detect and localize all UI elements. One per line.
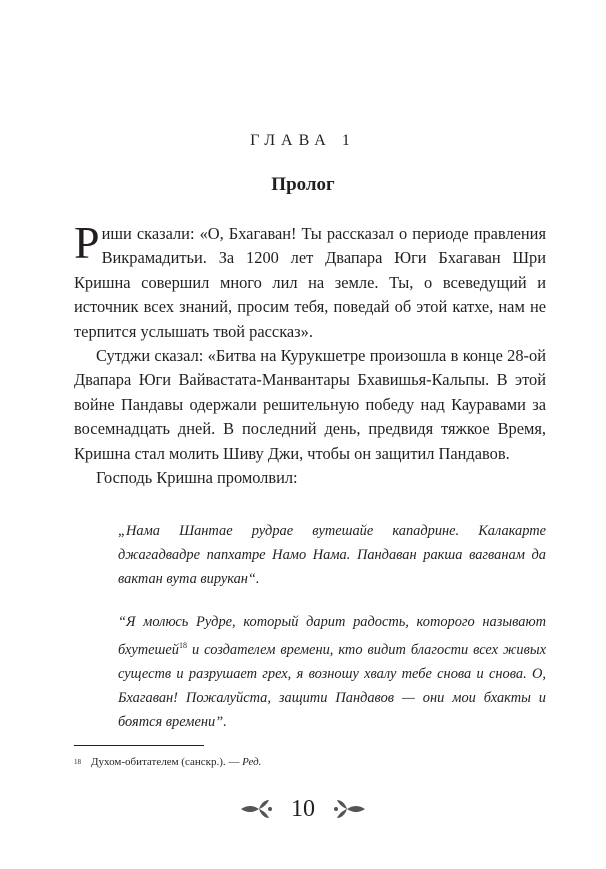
paragraph-3: Господь Кришна промолвил: <box>96 468 298 487</box>
quote-translation-part2: и создателем времени, кто видит благости всех живых существ и разрушает грех, я возношу хвалу тебе снова и снова. О, Бхагаван! Пожалуйста, защити Пандавов — они мои бхакты и боятся времени”. <box>118 641 546 730</box>
footnote-text: Духом-обитателем (санскр.). — <box>91 756 243 768</box>
quote-translation <box>118 610 546 734</box>
footnote-number: 18 <box>74 758 81 766</box>
page-number: 10 <box>291 795 315 822</box>
paragraph-2: Сутджи сказал: «Битва на Курукшетре произошла в конце 28-ой Двапара Юги Вайвастата-Манвантары Бхавишья-Кальпы. В этой войне Пандавы одержали решительную победу над Кауравами за восемнадцать дней. В последний день, предвидя тяжкое Время, Кришна стал молить Шиву Джи, чтобы он защитил Пандавов. <box>74 346 546 463</box>
page-number-area <box>0 791 606 827</box>
chapter-label: ГЛАВА 1 <box>250 132 356 149</box>
paragraph-1-text: иши сказали: «О, Бхагаван! Ты рассказал о периоде правления Викрамадитьи. За 1200 лет Двапара Юги Бхагаван Шри Кришна совершил много лил на земле. Ты, о всеведущий и источник всех знаний, просим тебя, поведай об этой катхе, нам не терпится услышать твой рассказ». <box>74 224 546 341</box>
paragraph-1 <box>74 217 546 344</box>
chapter-title: Пролог <box>271 174 335 195</box>
footnote-editor: Ред. <box>242 756 262 768</box>
footnote-divider <box>74 745 204 746</box>
right-ornament-icon <box>333 797 367 821</box>
footnote <box>74 755 546 769</box>
quote-sanskrit: „Нама Шантае рудрае вутешайе кападрине. Калакарте джагадвадре папхатре Намо Нама. Пандаван ракша вагванам да вактан вута вирукан“. <box>118 523 546 587</box>
drop-cap: Р <box>74 217 100 268</box>
footnote-reference[interactable]: 18 <box>178 641 187 650</box>
left-ornament-icon <box>239 797 273 821</box>
quote-translation-part1: “Я молюсь Рудре, который дарит радость, которого называют бхутешей <box>118 614 546 658</box>
